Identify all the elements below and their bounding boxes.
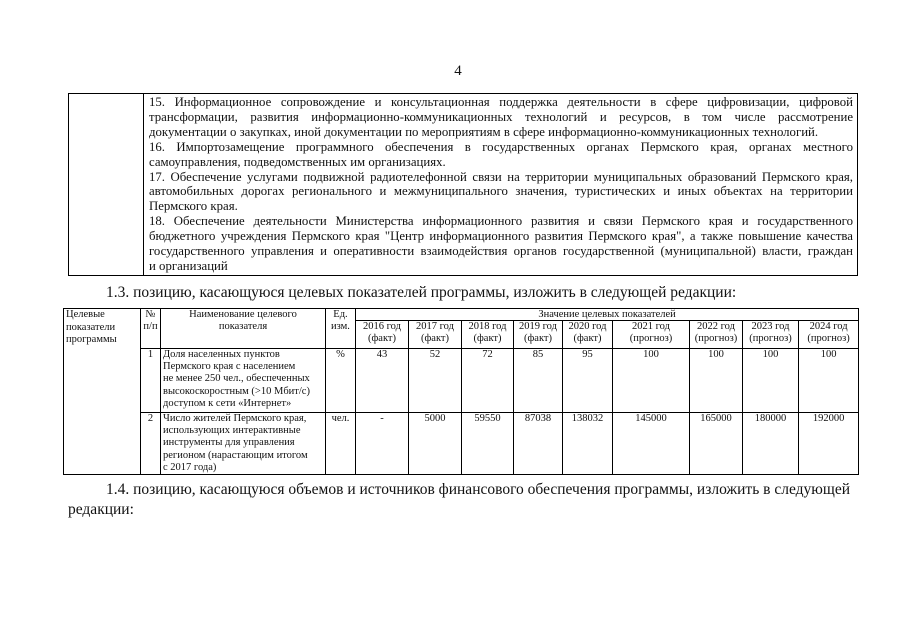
year-kind-label: (факт) bbox=[473, 333, 502, 344]
measure-line: 15. Информационное сопровождение и консультационная поддержка деятельности в сфере цифровизации, цифровой bbox=[149, 95, 853, 109]
section-1-4-text bbox=[68, 480, 850, 520]
year-header-2023 bbox=[743, 321, 799, 349]
indicator-name-header-line: Наименование целевого bbox=[189, 309, 297, 320]
measure-item-17 bbox=[149, 170, 853, 215]
target-indicators-table bbox=[63, 308, 859, 475]
page-number: 4 bbox=[454, 63, 462, 79]
year-header-2016 bbox=[356, 321, 409, 349]
year-label: 2017 год bbox=[416, 321, 454, 332]
indicator-name-line: Число жителей Пермского края, bbox=[163, 413, 307, 424]
number-header-line: п/п bbox=[143, 321, 158, 333]
measures-box-left-cell bbox=[69, 94, 144, 275]
measure-line: государственного управления и оперативности взаимодействия органов государственной (муниципальной) власти, граждан bbox=[149, 244, 853, 259]
value-2017: 5000 bbox=[409, 413, 462, 475]
year-kind-label: (прогноз) bbox=[807, 333, 850, 344]
measure-line: Пермского края. bbox=[149, 199, 238, 214]
measure-line: автомобильных дорогах регионального и межмуниципального значения, туристических и иных объектах на территории bbox=[149, 184, 853, 199]
indicator-name-line: высокоскоростным (>10 Мбит/с) bbox=[163, 385, 310, 397]
year-header-2020 bbox=[563, 321, 613, 349]
measures-list bbox=[149, 95, 853, 274]
section-1-3-text: 1.3. позицию, касающуюся целевых показателей программы, изложить в следующей редакции: bbox=[106, 284, 737, 301]
year-label: 2016 год bbox=[363, 321, 401, 332]
number-header bbox=[141, 309, 161, 349]
value-2024: 100 bbox=[799, 349, 859, 413]
table-row bbox=[64, 413, 859, 475]
measure-line: документации о закупках, иной документации по мероприятиям в сфере информационно-коммуникационных технологий. bbox=[149, 124, 819, 139]
indicator-name bbox=[161, 349, 326, 413]
measure-item-15 bbox=[149, 95, 853, 140]
measure-item-16 bbox=[149, 140, 853, 170]
row-number: 1 bbox=[141, 349, 161, 413]
value-2020: 138032 bbox=[563, 413, 613, 475]
year-kind-label: (факт) bbox=[573, 333, 602, 344]
year-header-2017 bbox=[409, 321, 462, 349]
section-1-4-line: редакции: bbox=[68, 501, 134, 518]
value-2023: 180000 bbox=[743, 413, 799, 475]
value-2021: 145000 bbox=[613, 413, 690, 475]
value-2016: - bbox=[356, 413, 409, 475]
year-label: 2022 год bbox=[697, 321, 735, 332]
indicator-name-line: с 2017 года) bbox=[163, 461, 217, 473]
year-header-2024 bbox=[799, 321, 859, 349]
indicator-name-line: Доля населенных пунктов bbox=[163, 349, 280, 360]
year-header-2022 bbox=[690, 321, 743, 349]
year-label: 2019 год bbox=[519, 321, 557, 332]
year-kind-label: (прогноз) bbox=[694, 333, 738, 344]
row-number: 2 bbox=[141, 413, 161, 475]
values-group-header: Значение целевых показателей bbox=[356, 309, 859, 321]
number-header-line: № bbox=[145, 309, 156, 320]
measure-line: 17. Обеспечение услугами подвижной радиотелефонной связи на территории муниципальных образований Пермского края, bbox=[149, 169, 853, 184]
unit-header-line: изм. bbox=[331, 321, 350, 333]
value-2022: 165000 bbox=[690, 413, 743, 475]
value-2016: 43 bbox=[356, 349, 409, 413]
section-1-4-line: 1.4. позицию, касающуюся объемов и источников финансового обеспечения программы, изложить в следующей bbox=[106, 481, 850, 498]
value-2019: 85 bbox=[514, 349, 563, 413]
indicators-label-cell: Целевые показатели программы bbox=[64, 309, 141, 475]
indicator-name-header-line: показателя bbox=[218, 321, 268, 333]
value-2019: 87038 bbox=[514, 413, 563, 475]
value-2024: 192000 bbox=[799, 413, 859, 475]
indicator-name-line: доступом к сети «Интернет» bbox=[163, 397, 292, 409]
year-kind-label: (прогноз) bbox=[749, 333, 792, 344]
value-2018: 59550 bbox=[462, 413, 514, 475]
year-header-2021 bbox=[613, 321, 690, 349]
unit-cell: % bbox=[326, 349, 356, 413]
year-kind-label: (факт) bbox=[523, 333, 552, 344]
measure-line: бюджетного учреждения Пермского края "Центр информационного развития Пермского края", а также повышение качества bbox=[149, 229, 853, 244]
year-header-2019 bbox=[514, 321, 563, 349]
indicator-name-line: Пермского края с населением bbox=[163, 361, 296, 373]
indicator-name-line: инструменты для управления bbox=[163, 437, 295, 449]
unit-header-line: Ед. bbox=[333, 309, 348, 320]
value-2020: 95 bbox=[563, 349, 613, 413]
value-2017: 52 bbox=[409, 349, 462, 413]
indicator-name-header bbox=[161, 309, 326, 349]
year-header-2018 bbox=[462, 321, 514, 349]
year-label: 2020 год bbox=[568, 321, 607, 332]
value-2023: 100 bbox=[743, 349, 799, 413]
value-2018: 72 bbox=[462, 349, 514, 413]
year-kind-label: (факт) bbox=[367, 333, 396, 344]
year-label: 2024 год bbox=[809, 321, 848, 332]
year-label: 2018 год bbox=[468, 321, 507, 332]
measure-line: и организаций bbox=[149, 258, 228, 273]
indicator-name-line: использующих интерактивные bbox=[163, 425, 301, 437]
measures-box bbox=[68, 93, 858, 276]
unit-header bbox=[326, 309, 356, 349]
measure-line: самоуправления, подведомственных им организациях. bbox=[149, 154, 446, 169]
year-label: 2023 год bbox=[751, 321, 790, 332]
table-row bbox=[64, 349, 859, 413]
year-kind-label: (факт) bbox=[420, 333, 449, 344]
indicator-name-line: регионом (нарастающим итогом bbox=[163, 449, 308, 461]
year-label: 2021 год bbox=[632, 321, 670, 332]
measure-line: 16. Импортозамещение программного обеспечения в государственных органах Пермского края, органах местного bbox=[149, 139, 853, 154]
measure-line: 18. Обеспечение деятельности Министерства информационного развития и связи Пермского края и государственного bbox=[149, 214, 853, 229]
value-2022: 100 bbox=[690, 349, 743, 413]
unit-cell: чел. bbox=[326, 413, 356, 475]
table-header-row bbox=[64, 309, 859, 321]
value-2021: 100 bbox=[613, 349, 690, 413]
measure-item-18 bbox=[149, 214, 853, 274]
indicator-name bbox=[161, 413, 326, 475]
indicator-name-line: не менее 250 чел., обеспеченных bbox=[163, 373, 310, 385]
year-kind-label: (прогноз) bbox=[629, 333, 673, 344]
measure-line: трансформации, развития информационно-коммуникационных технологий и ресурсов, в том числе рассмотрение bbox=[149, 109, 853, 124]
